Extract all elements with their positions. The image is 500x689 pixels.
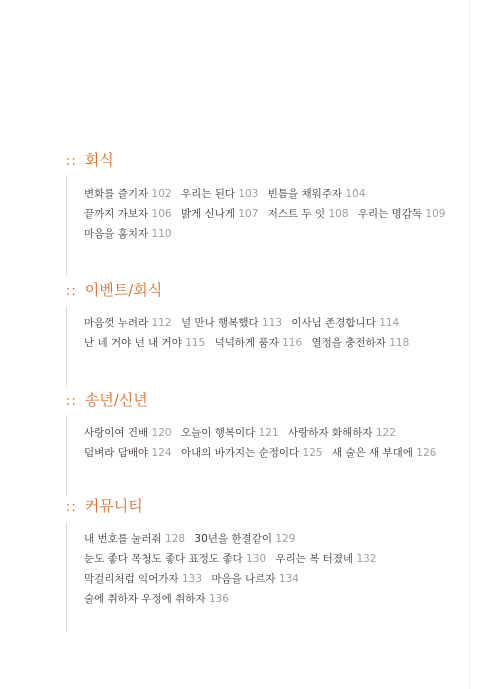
toc-section (66, 496, 466, 605)
entry-list (84, 313, 464, 353)
toc-entry[interactable] (84, 533, 185, 545)
toc-entry[interactable] (84, 317, 172, 329)
toc-section (66, 390, 466, 459)
page-number: 122 (375, 427, 396, 439)
toc-entry[interactable] (84, 573, 202, 585)
entry-line (84, 549, 464, 569)
toc-entry[interactable] (84, 228, 172, 240)
entry-title: 빈틈을 채워주자 (267, 188, 343, 200)
page-number: 108 (328, 208, 349, 220)
page-number: 134 (278, 573, 299, 585)
page-number: 102 (151, 188, 172, 200)
section-heading (66, 150, 466, 172)
toc-entry[interactable] (181, 447, 323, 459)
page-number: 126 (416, 447, 437, 459)
entry-title: 넉넉하게 품자 (214, 337, 279, 349)
page-number: 115 (185, 337, 206, 349)
entry-title: 우리는 명감독 (357, 208, 423, 220)
page-number: 114 (379, 317, 400, 329)
section-title: 송년/신년 (84, 391, 148, 409)
entry-line (84, 443, 464, 463)
section-marker: :: (66, 500, 77, 515)
section-heading (66, 280, 466, 302)
toc-entry[interactable] (84, 447, 172, 459)
entry-title: 변화를 즐기자 (84, 188, 149, 200)
entry-title: 밝게 신나게 (180, 208, 235, 220)
entry-title: 저스트 두 잇 (267, 208, 326, 220)
section-rule (66, 522, 67, 632)
page-number: 110 (151, 228, 172, 240)
section-heading (66, 496, 466, 518)
toc-entry[interactable] (84, 593, 229, 605)
toc-entry[interactable] (291, 317, 399, 329)
entry-title: 새 술은 새 부대에 (331, 447, 413, 459)
entry-line (84, 423, 464, 443)
entry-title: 끝까지 가보자 (84, 208, 149, 220)
page-number: 103 (238, 188, 259, 200)
entry-list (84, 529, 464, 609)
toc-section (66, 280, 466, 349)
entry-list (84, 184, 464, 244)
toc-entry[interactable] (84, 188, 172, 200)
section-rule (66, 176, 67, 276)
entry-title: 내 번호를 눌러줘 (84, 533, 162, 545)
entry-title: 열정을 충전하자 (311, 337, 386, 349)
entry-title: 마음껏 누려라 (84, 317, 149, 329)
toc-entry[interactable] (181, 208, 258, 220)
entry-title: 오늘이 행복이다 (180, 427, 256, 439)
toc-entry[interactable] (275, 553, 376, 565)
toc-entry[interactable] (181, 188, 258, 200)
page-number: 129 (275, 533, 296, 545)
entry-title: 널 만나 행복했다 (180, 317, 259, 329)
entry-line (84, 569, 464, 589)
toc-entry[interactable] (181, 317, 282, 329)
section-title: 커뮤니티 (84, 497, 143, 515)
section-title: 이벤트/회식 (84, 281, 163, 299)
section-heading (66, 390, 466, 412)
entry-title: 덤벼라 담배야 (84, 447, 149, 459)
entry-title: 아내의 바가지는 순정이다 (180, 447, 300, 459)
toc-entry[interactable] (312, 337, 410, 349)
page-number: 116 (282, 337, 303, 349)
entry-line (84, 313, 464, 333)
page-number: 112 (151, 317, 172, 329)
entry-title: 우리는 복 터졌네 (275, 553, 354, 565)
section-title: 회식 (84, 151, 114, 169)
page-number: 121 (258, 427, 279, 439)
toc-entry[interactable] (215, 337, 303, 349)
page-number: 118 (389, 337, 410, 349)
entry-line (84, 204, 464, 224)
entry-title: 마음을 훔치자 (84, 228, 149, 240)
page-number: 104 (345, 188, 366, 200)
entry-line (84, 589, 464, 609)
page-number: 125 (302, 447, 323, 459)
entry-list (84, 423, 464, 463)
page-number: 124 (151, 447, 172, 459)
toc-entry[interactable] (84, 553, 266, 565)
page-number: 120 (151, 427, 172, 439)
entry-title: 막걸리처럼 익어가자 (84, 573, 179, 585)
page-edge (469, 0, 470, 689)
toc-entry[interactable] (181, 427, 279, 439)
entry-title: 우리는 된다 (180, 188, 235, 200)
entry-title: 사랑이여 건배 (84, 427, 149, 439)
entry-line (84, 333, 464, 353)
entry-line (84, 529, 464, 549)
toc-entry[interactable] (194, 533, 295, 545)
toc-entry[interactable] (358, 208, 446, 220)
section-marker: :: (66, 284, 77, 299)
page-number: 113 (261, 317, 283, 329)
section-marker: :: (66, 154, 77, 169)
page-number: 109 (425, 208, 446, 220)
toc-entry[interactable] (268, 188, 366, 200)
section-rule (66, 306, 67, 386)
toc-entry[interactable] (288, 427, 396, 439)
toc-section (66, 150, 466, 240)
page-number: 136 (208, 593, 229, 605)
page-number: 132 (356, 553, 377, 565)
page-number: 107 (238, 208, 259, 220)
entry-title: 술에 취하자 우정에 취하자 (84, 593, 206, 605)
entry-title: 마음을 나르자 (211, 573, 276, 585)
entry-title: 30년을 한결같이 (194, 533, 272, 545)
toc-entry[interactable] (268, 208, 349, 220)
section-marker: :: (66, 394, 77, 409)
toc-entry[interactable] (84, 427, 172, 439)
entry-title: 난 네 거야 넌 내 거야 (84, 337, 182, 349)
entry-line (84, 224, 464, 244)
page-number: 130 (246, 553, 267, 565)
page-number: 128 (165, 533, 186, 545)
toc-entry[interactable] (211, 573, 299, 585)
toc-entry[interactable] (84, 337, 205, 349)
entry-title: 눈도 좋다 목청도 좋다 표정도 좋다 (84, 553, 243, 565)
toc-entry[interactable] (84, 208, 172, 220)
entry-line (84, 184, 464, 204)
page-number: 106 (151, 208, 172, 220)
toc-entry[interactable] (332, 447, 436, 459)
section-rule (66, 416, 67, 496)
entry-title: 이사님 존경합니다 (291, 317, 376, 329)
entry-title: 사랑하자 화해하자 (288, 427, 373, 439)
page-number: 133 (181, 573, 203, 585)
